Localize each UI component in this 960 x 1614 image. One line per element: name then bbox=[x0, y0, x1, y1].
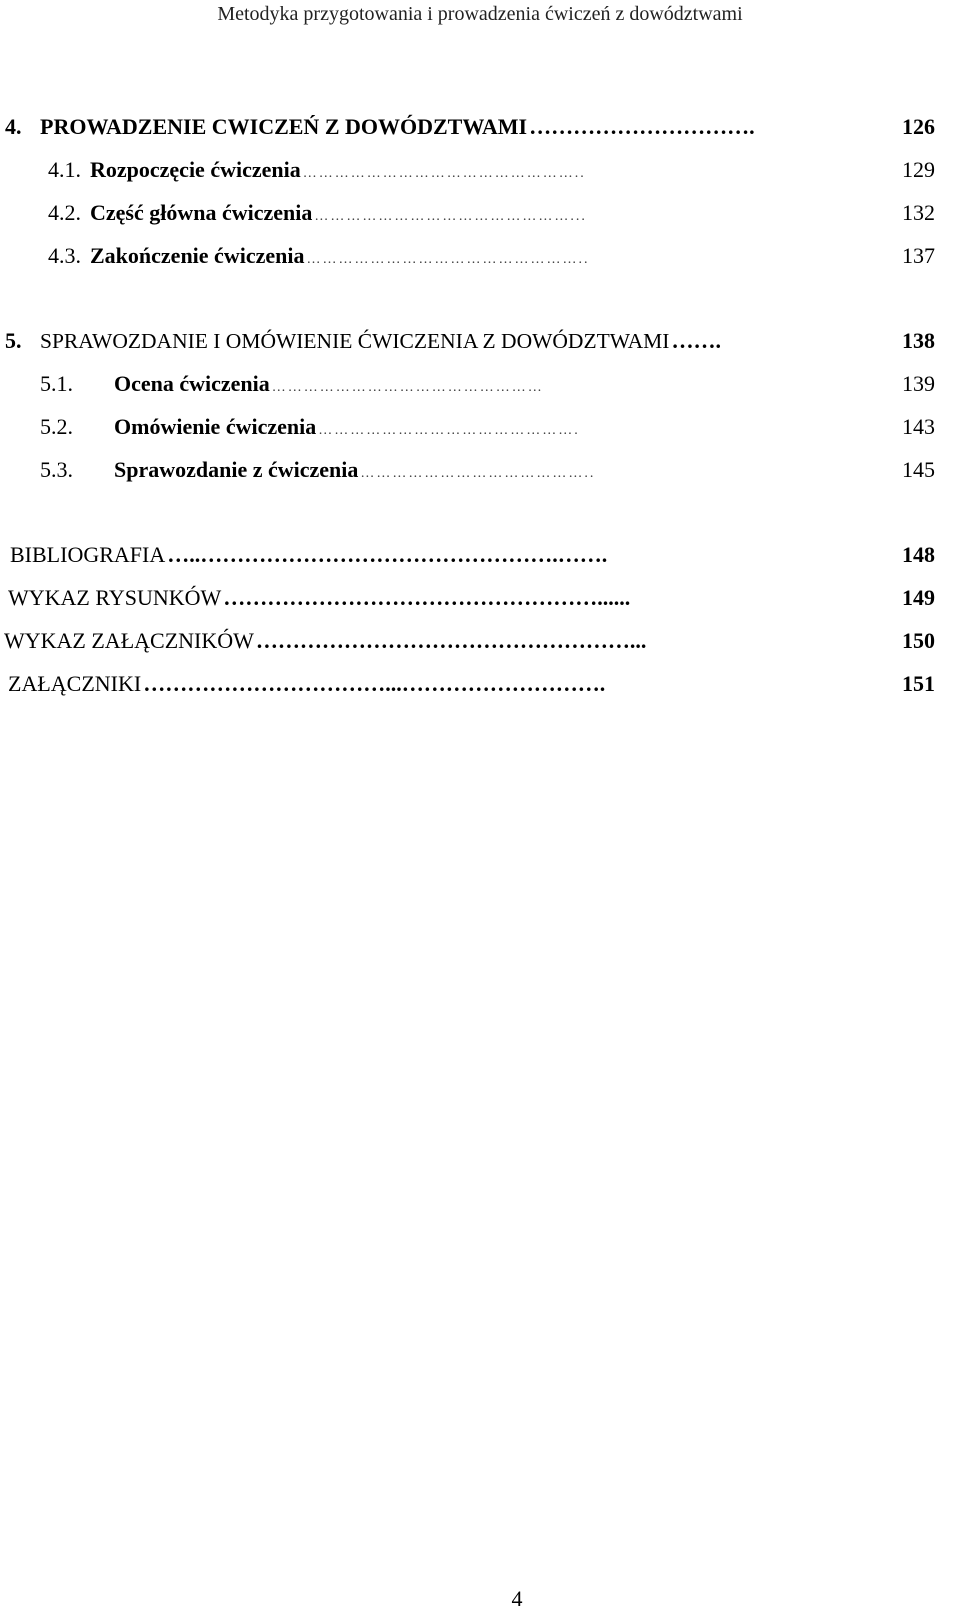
toc-leader: …………………………………………… bbox=[271, 380, 544, 395]
toc-entry-5-2[interactable] bbox=[40, 414, 935, 442]
toc-title: ZAŁĄCZNIKI bbox=[8, 671, 142, 696]
toc-entry-4-1[interactable] bbox=[48, 157, 935, 185]
toc-entry-attachments-list[interactable] bbox=[4, 628, 935, 656]
toc-title: Sprawozdanie z ćwiczenia bbox=[114, 457, 359, 482]
toc-page: 149 bbox=[902, 585, 935, 610]
toc-leader: …………………………………………….. bbox=[306, 252, 590, 267]
toc-title: Zakończenie ćwiczenia bbox=[90, 243, 305, 268]
toc-entry-5-3[interactable] bbox=[40, 457, 935, 485]
toc-leader: ……………………………………………... bbox=[255, 628, 647, 653]
toc-page: 145 bbox=[902, 457, 935, 482]
toc-page: 126 bbox=[902, 114, 935, 139]
toc-leader: ……. bbox=[671, 328, 721, 353]
toc-number: 5. bbox=[5, 328, 22, 353]
toc-title: WYKAZ RYSUNKÓW bbox=[8, 585, 222, 610]
toc-entry-chapter-5[interactable] bbox=[5, 328, 935, 356]
toc-page: 151 bbox=[902, 671, 935, 696]
toc-entry-chapter-4[interactable] bbox=[5, 114, 935, 142]
running-header: Metodyka przygotowania i prowadzenia ćwiczeń z dowództwami bbox=[217, 3, 743, 25]
toc-page: 139 bbox=[902, 371, 935, 396]
toc-entry-attachments[interactable] bbox=[8, 671, 935, 699]
toc-entry-bibliography[interactable] bbox=[10, 542, 935, 570]
toc-title: SPRAWOZDANIE I OMÓWIENIE ĆWICZENIA Z DOWÓDZTWAMI bbox=[40, 329, 670, 353]
toc-title: BIBLIOGRAFIA bbox=[10, 542, 166, 567]
toc-leader: …………………………. bbox=[529, 114, 755, 139]
toc-title: PROWADZENIE CWICZEŃ Z DOWÓDZTWAMI bbox=[40, 114, 528, 139]
toc-page: 129 bbox=[902, 157, 935, 182]
toc-number: 5.2. bbox=[40, 414, 73, 439]
toc-entry-5-1[interactable] bbox=[40, 371, 935, 399]
toc-entry-4-3[interactable] bbox=[48, 243, 935, 271]
toc-title: Rozpoczęcie ćwiczenia bbox=[90, 157, 301, 182]
toc-number: 4. bbox=[5, 114, 22, 139]
toc-number: 5.3. bbox=[40, 457, 73, 482]
toc-number: 4.3. bbox=[48, 243, 81, 268]
toc-title: Część główna ćwiczenia bbox=[90, 200, 313, 225]
toc-page: 132 bbox=[902, 200, 935, 225]
toc-title: Ocena ćwiczenia bbox=[114, 371, 270, 396]
toc-page: 143 bbox=[902, 414, 935, 439]
page-number: 4 bbox=[511, 1586, 523, 1611]
toc-page: 150 bbox=[902, 628, 935, 653]
toc-leader: …………………………………………. bbox=[318, 423, 580, 438]
toc-leader: …..………………………………………….……. bbox=[167, 542, 608, 567]
toc-leader: ……………………………………………...... bbox=[223, 585, 631, 610]
toc-title: WYKAZ ZAŁĄCZNIKÓW bbox=[4, 628, 254, 653]
toc-leader: …………………………………….. bbox=[360, 466, 596, 481]
toc-page: 138 bbox=[902, 328, 935, 353]
toc-page: 137 bbox=[902, 243, 935, 268]
toc-entry-figures[interactable] bbox=[8, 585, 935, 613]
toc-entry-4-2[interactable] bbox=[48, 200, 935, 228]
toc-leader: …………………………………………... bbox=[314, 209, 587, 224]
toc-number: 4.2. bbox=[48, 200, 81, 225]
toc-leader: …………………………………………….. bbox=[302, 166, 586, 181]
toc-number: 4.1. bbox=[48, 157, 81, 182]
toc-number: 5.1. bbox=[40, 371, 73, 396]
toc-page: 148 bbox=[902, 542, 935, 567]
toc-leader: ……………………………...………………………. bbox=[143, 671, 606, 696]
toc-title: Omówienie ćwiczenia bbox=[114, 414, 317, 439]
